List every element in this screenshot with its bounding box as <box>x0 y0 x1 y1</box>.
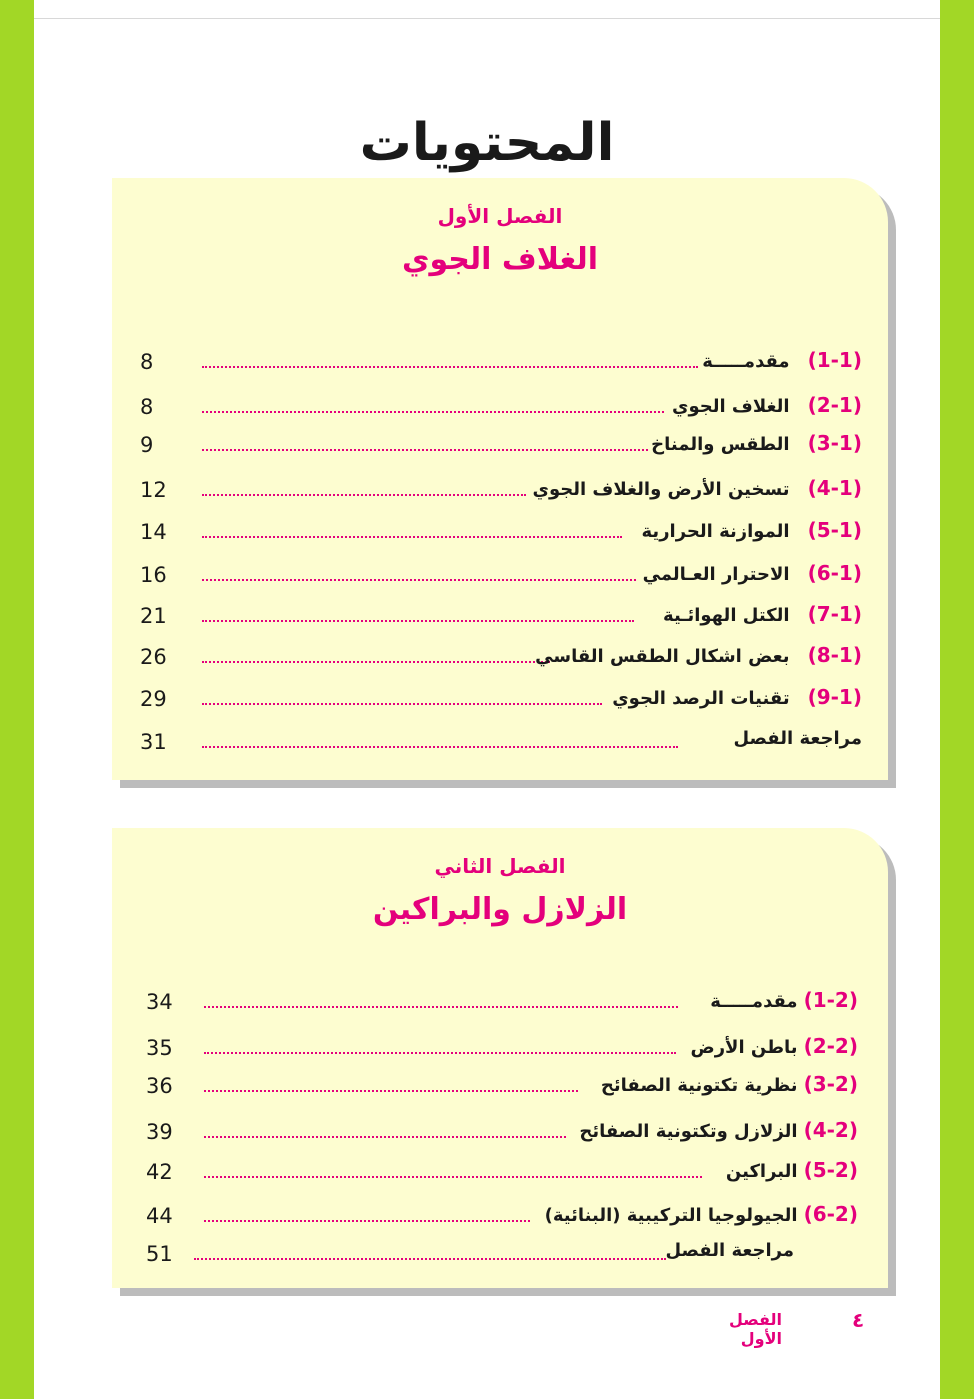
page-number: 8 <box>140 395 154 419</box>
section-number: (6-1) <box>807 561 862 585</box>
toc-row[interactable] <box>112 641 888 673</box>
page-title: المحتويات <box>359 113 615 173</box>
section-title: مراجعة الفصل <box>733 728 862 749</box>
page-number: 51 <box>146 1242 173 1266</box>
entry-text <box>665 1240 794 1270</box>
leader-dots <box>202 703 602 705</box>
entry-text <box>733 728 862 758</box>
leader-dots <box>202 661 550 663</box>
entry-text <box>545 1202 858 1232</box>
section-number: (4-1) <box>807 476 862 500</box>
entry-text <box>690 1034 858 1064</box>
toc-row[interactable] <box>112 683 888 715</box>
toc-row[interactable] <box>112 1156 888 1188</box>
chapter-2-title: الزلازل والبراكين <box>372 892 628 927</box>
section-number: (1-1) <box>807 348 862 372</box>
entry-text <box>651 431 862 461</box>
toc-row[interactable] <box>112 474 888 506</box>
toc-row[interactable] <box>112 1200 888 1232</box>
toc-row[interactable] <box>112 600 888 632</box>
section-number: (4-2) <box>803 1118 858 1142</box>
page-number: 44 <box>146 1204 173 1228</box>
leader-dots <box>204 1136 566 1138</box>
page-number: 21 <box>140 604 167 628</box>
section-title: الزلازل وتكتونية الصفائح <box>579 1121 798 1142</box>
chapter-1-title: الغلاف الجوي <box>401 242 599 277</box>
entry-text <box>532 476 862 506</box>
toc-row[interactable] <box>112 1032 888 1064</box>
section-number: (2-2) <box>803 1034 858 1058</box>
section-title: الكتل الهوائـية <box>663 605 790 626</box>
toc-row[interactable] <box>112 391 888 423</box>
page-number: 31 <box>140 730 167 754</box>
right-green-border <box>940 0 974 1399</box>
page-number: 29 <box>140 687 167 711</box>
toc-row[interactable] <box>112 726 888 758</box>
entry-text <box>579 1118 858 1148</box>
top-divider <box>34 18 940 19</box>
section-number: (2-1) <box>807 393 862 417</box>
chapter-1-panel <box>112 178 888 780</box>
page-number: 9 <box>140 433 154 457</box>
entry-text <box>601 1072 858 1102</box>
section-number: (5-2) <box>803 1158 858 1182</box>
section-title: باطن الأرض <box>690 1037 798 1058</box>
footer-chapter-name: الفصل الأول <box>728 1310 782 1348</box>
section-title: تقنيات الرصد الجوي <box>612 688 790 709</box>
toc-row[interactable] <box>112 1238 888 1270</box>
toc-row[interactable] <box>112 1116 888 1148</box>
page-number: 34 <box>146 990 173 1014</box>
section-number: (9-1) <box>807 685 862 709</box>
left-green-border <box>0 0 34 1399</box>
page-number: 14 <box>140 520 167 544</box>
section-title: الموازنة الحرارية <box>641 521 790 542</box>
page-number: 12 <box>140 478 167 502</box>
section-title: الجيولوجيا التركيبية (البنائية) <box>544 1205 798 1226</box>
toc-row[interactable] <box>112 346 888 378</box>
leader-dots <box>204 1006 678 1008</box>
chapter-2-label: الفصل الثاني <box>434 854 566 878</box>
leader-dots <box>202 449 648 451</box>
entry-text <box>535 643 862 673</box>
entry-text <box>726 1158 858 1188</box>
toc-row[interactable] <box>112 986 888 1018</box>
page-number: 16 <box>140 563 167 587</box>
section-number: (8-1) <box>807 643 862 667</box>
page-number: 26 <box>140 645 167 669</box>
page-number: 42 <box>146 1160 173 1184</box>
toc-row[interactable] <box>112 516 888 548</box>
leader-dots <box>202 579 636 581</box>
leader-dots <box>202 366 698 368</box>
section-title: الغلاف الجوي <box>671 396 790 417</box>
section-title: تسخين الأرض والغلاف الجوي <box>532 479 790 500</box>
page-number: 36 <box>146 1074 173 1098</box>
leader-dots <box>194 1258 666 1260</box>
section-title: نظرية تكتونية الصفائح <box>600 1075 798 1096</box>
section-title: مراجعة الفصل <box>665 1240 794 1261</box>
section-number: (3-1) <box>807 431 862 455</box>
section-title: البراكين <box>725 1161 798 1182</box>
section-title: بعض اشكال الطقس القاسي <box>535 646 790 667</box>
section-number: (1-2) <box>803 988 858 1012</box>
leader-dots <box>202 494 526 496</box>
toc-row[interactable] <box>112 429 888 461</box>
leader-dots <box>202 620 634 622</box>
leader-dots <box>202 536 622 538</box>
toc-row[interactable] <box>112 1070 888 1102</box>
section-number: (6-2) <box>803 1202 858 1226</box>
section-title: الاحترار العـالمي <box>642 564 790 585</box>
leader-dots <box>204 1052 676 1054</box>
section-number: (7-1) <box>807 602 862 626</box>
section-number: (3-2) <box>803 1072 858 1096</box>
footer-page-number: ٤ <box>852 1308 865 1332</box>
entry-text <box>702 348 862 378</box>
section-number: (5-1) <box>807 518 862 542</box>
section-title: مقدمـــــة <box>702 351 790 372</box>
entry-text <box>642 518 862 548</box>
leader-dots <box>204 1176 702 1178</box>
leader-dots <box>204 1220 530 1222</box>
chapter-2-panel <box>112 828 888 1288</box>
chapter-1-label: الفصل الأول <box>437 204 563 228</box>
leader-dots <box>202 746 678 748</box>
entry-text <box>612 685 862 715</box>
page-number: 39 <box>146 1120 173 1144</box>
leader-dots <box>202 411 664 413</box>
toc-row[interactable] <box>112 559 888 591</box>
page-number: 8 <box>140 350 154 374</box>
entry-text <box>672 393 862 423</box>
section-title: الطقس والمناخ <box>651 434 790 455</box>
entry-text <box>663 602 862 632</box>
section-title: مقدمـــــة <box>710 991 798 1012</box>
entry-text <box>710 988 858 1018</box>
page-number: 35 <box>146 1036 173 1060</box>
entry-text <box>643 561 862 591</box>
leader-dots <box>204 1090 578 1092</box>
